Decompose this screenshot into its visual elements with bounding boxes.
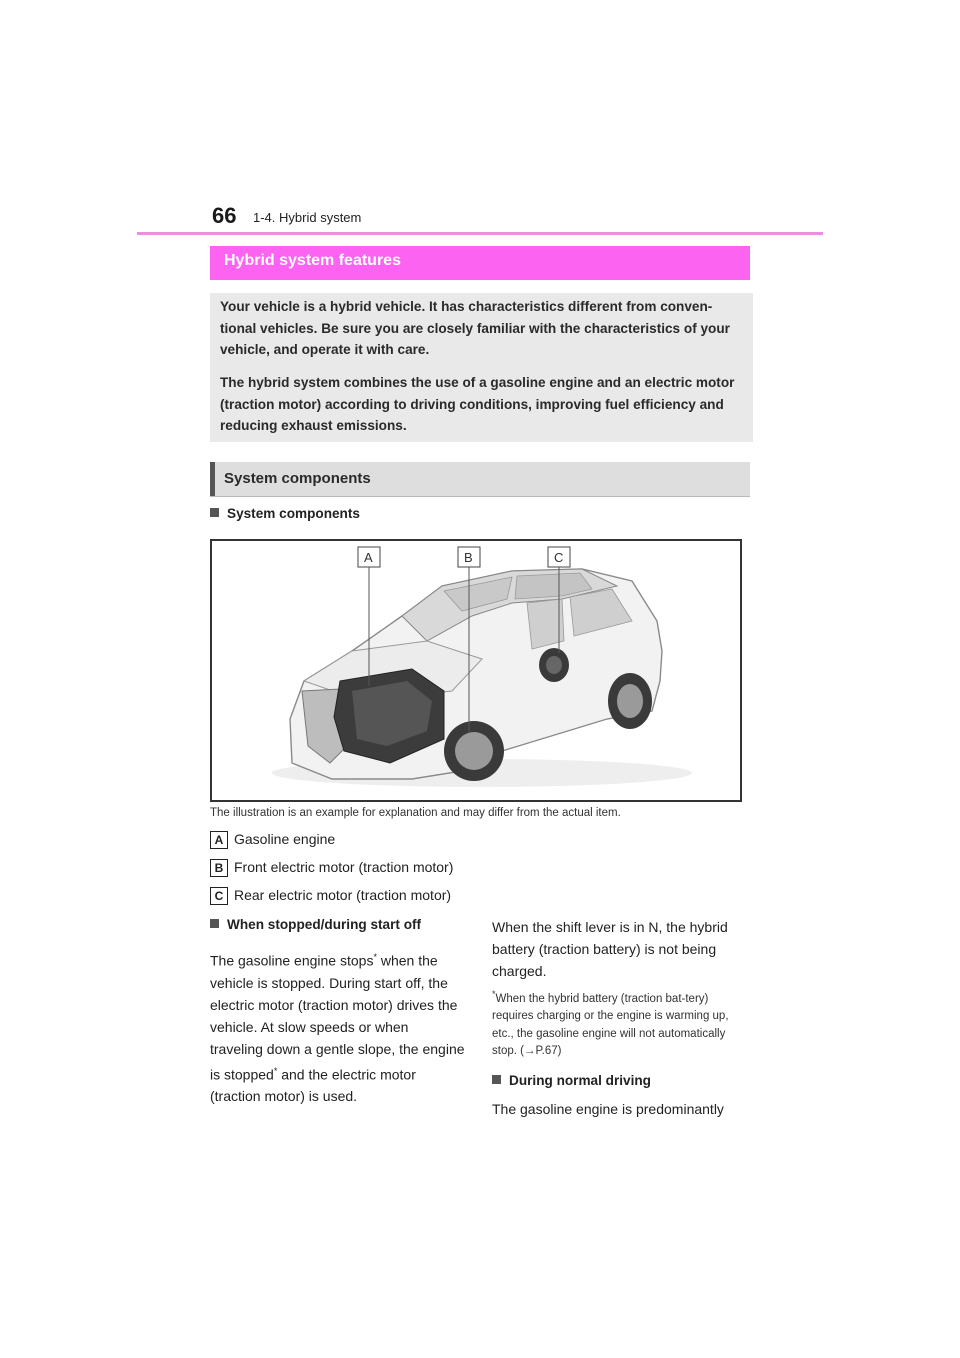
footnote-mark-2: *: [273, 1065, 278, 1076]
illustration-caption: The illustration is an example for explanation and may differ from the actual item.: [210, 807, 621, 819]
stopped-heading: [210, 917, 421, 932]
square-bullet-icon: [210, 508, 219, 517]
footnote: [492, 986, 747, 1061]
square-bullet-icon: [492, 1075, 501, 1084]
square-bullet-icon: [210, 919, 219, 928]
stopped-text-1: The gasoline engine stops: [210, 952, 374, 969]
normal-heading: [492, 1073, 651, 1088]
stopped-text-3: and the electric motor (traction motor) is used.: [210, 1066, 416, 1105]
components-heading-text: System components: [227, 506, 360, 521]
footnote-ref: P.67): [535, 1045, 562, 1058]
page-title: Hybrid system features: [224, 252, 401, 269]
stopped-text-2: when the vehicle is stopped. During start off, the electric motor (traction motor) drives the vehicle. At slow speeds or when traveling down a gentle slope, the engine is stopped: [210, 952, 465, 1083]
header-rule: [137, 232, 823, 235]
legend-item-b: [210, 859, 454, 877]
letter-a-box: A: [210, 831, 228, 849]
section-title: 1-4. Hybrid system: [253, 210, 362, 225]
callout-a: A: [364, 550, 373, 565]
stopped-paragraph: [210, 946, 465, 1107]
subsection-title: System components: [224, 470, 371, 487]
footnote-mark-1: *: [373, 952, 377, 962]
footnote-mark: *: [492, 989, 496, 999]
legend-text-a: Gasoline engine: [234, 831, 336, 847]
vehicle-drawing: [212, 541, 740, 800]
title-band: [210, 246, 750, 280]
callout-c: C: [554, 550, 564, 565]
letter-c-box: C: [210, 887, 228, 905]
legend-item-c: [210, 887, 452, 905]
normal-heading-text: During normal driving: [509, 1073, 651, 1088]
intro-box: [210, 293, 753, 442]
callout-b: B: [464, 550, 473, 565]
stopped-heading-text: When stopped/during start off: [227, 917, 422, 932]
letter-b-box: B: [210, 859, 228, 877]
subsection-band: [210, 462, 750, 497]
subsection-bar: [210, 462, 215, 496]
vehicle-illustration: [210, 539, 742, 802]
intro-paragraph-2: The hybrid system combines the use of a gasoline engine and an electric motor (traction motor) according to driving conditions, improving fuel efficiency and reducing exhaust emissions.: [220, 375, 735, 433]
intro-paragraph-1: Your vehicle is a hybrid vehicle. It has characteristics different from conven-tional vehicles. Be sure you are closely familiar with the characteristics of your vehicle, and operate it with care.: [220, 299, 730, 357]
legend-text-c: Rear electric motor (traction motor): [234, 887, 452, 903]
legend-item-a: [210, 831, 336, 849]
page-number: 66: [212, 203, 237, 228]
arrow-right-icon: →: [523, 1045, 536, 1058]
footnote-text: When the hybrid battery (traction bat-tery) requires charging or the engine is warming up, etc., the gasoline engine will not automatically stop. (: [492, 992, 729, 1058]
neutral-paragraph: When the shift lever is in N, the hybrid battery (traction battery) is not being charged.: [492, 919, 728, 979]
normal-paragraph: The gasoline engine is predominantly: [492, 1101, 724, 1117]
legend-text-b: Front electric motor (traction motor): [234, 859, 454, 875]
components-heading: [210, 506, 360, 521]
